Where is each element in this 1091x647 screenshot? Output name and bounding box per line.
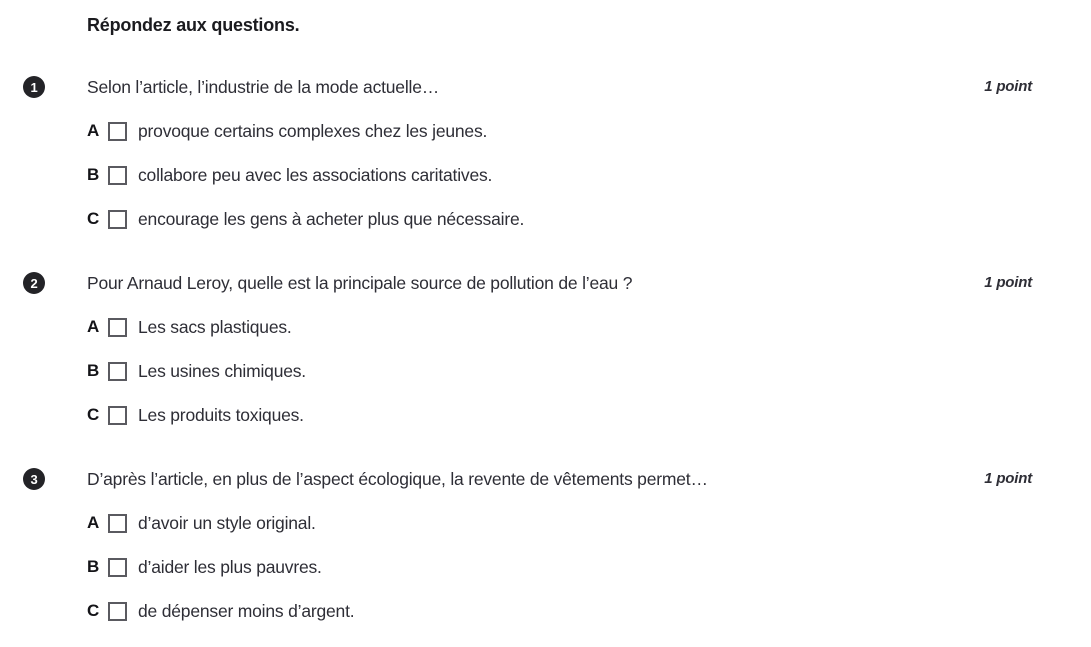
answer-checkbox[interactable]	[108, 318, 127, 337]
option-letter: B	[87, 165, 100, 184]
option-letter: B	[87, 557, 100, 576]
option-letter: C	[87, 601, 100, 620]
option-letter: A	[87, 121, 100, 140]
points-label: 1 point	[984, 470, 1032, 487]
option-row	[87, 601, 1032, 621]
option-row	[87, 405, 1032, 425]
option-text: collabore peu avec les associations caritatives.	[138, 165, 493, 185]
option-letter: C	[87, 405, 100, 424]
option-row	[87, 557, 1032, 577]
option-text: Les produits toxiques.	[138, 405, 304, 425]
option-row	[87, 165, 1032, 185]
question-header	[23, 273, 1032, 294]
option-text: d’avoir un style original.	[138, 513, 316, 533]
question-text: Selon l’article, l’industrie de la mode actuelle…	[87, 77, 440, 97]
option-letter: C	[87, 209, 100, 228]
answer-checkbox[interactable]	[108, 122, 127, 141]
answer-checkbox[interactable]	[108, 210, 127, 229]
question-block-1	[23, 77, 1032, 229]
option-row	[87, 361, 1032, 381]
question-header	[23, 77, 1032, 98]
option-text: Les usines chimiques.	[138, 361, 306, 381]
answer-checkbox[interactable]	[108, 558, 127, 577]
option-letter: A	[87, 513, 100, 532]
points-label: 1 point	[984, 78, 1032, 95]
option-text: de dépenser moins d’argent.	[138, 601, 355, 621]
option-text: provoque certains complexes chez les jeunes.	[138, 121, 488, 141]
question-number-badge: 2	[23, 272, 45, 294]
question-number-badge: 3	[23, 468, 45, 490]
answer-checkbox[interactable]	[108, 406, 127, 425]
answer-checkbox[interactable]	[108, 362, 127, 381]
option-letter: B	[87, 361, 100, 380]
question-header	[23, 469, 1032, 490]
points-label: 1 point	[984, 274, 1032, 291]
question-text: Pour Arnaud Leroy, quelle est la principale source de pollution de l’eau ?	[87, 273, 633, 293]
instruction-heading: Répondez aux questions.	[87, 15, 300, 35]
question-block-2	[23, 273, 1032, 425]
answer-checkbox[interactable]	[108, 514, 127, 533]
option-row	[87, 121, 1032, 141]
option-row	[87, 209, 1032, 229]
option-text: d’aider les plus pauvres.	[138, 557, 322, 577]
question-block-3	[23, 469, 1032, 621]
answer-checkbox[interactable]	[108, 166, 127, 185]
option-row	[87, 317, 1032, 337]
option-text: encourage les gens à acheter plus que nécessaire.	[138, 209, 525, 229]
option-row	[87, 513, 1032, 533]
answer-checkbox[interactable]	[108, 602, 127, 621]
question-number-badge: 1	[23, 76, 45, 98]
option-text: Les sacs plastiques.	[138, 317, 292, 337]
option-letter: A	[87, 317, 100, 336]
question-text: D’après l’article, en plus de l’aspect écologique, la revente de vêtements permet…	[87, 469, 708, 489]
